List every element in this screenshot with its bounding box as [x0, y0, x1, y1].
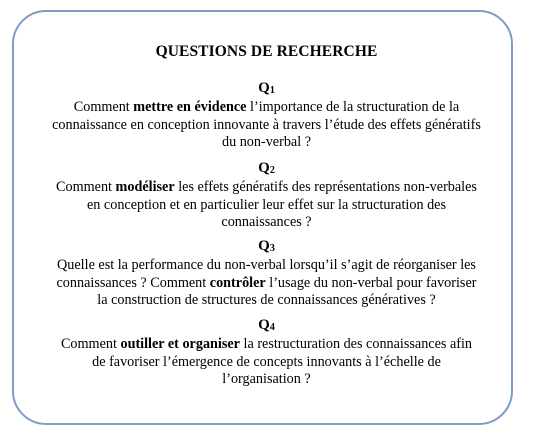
question-1-line-2: [40, 117, 493, 134]
q2-l1-s3: les effets génératifs des représentations non-verbales: [174, 179, 477, 196]
q3-l2-s3: l’usage du non-verbal pour favoriser: [265, 274, 477, 291]
question-1: [40, 80, 493, 152]
q3-l2-s2: contrôler: [209, 274, 266, 291]
question-2-line-3: [40, 214, 493, 231]
question-4-line-2: [40, 354, 493, 371]
q2-l1-s1: Comment: [56, 179, 116, 196]
question-4-heading: [40, 317, 493, 335]
question-1-label: Q: [258, 80, 270, 96]
question-2-label: Q: [258, 160, 270, 176]
question-3-line-3: [40, 292, 493, 309]
q1-l1-s2: mettre en évidence: [133, 99, 247, 116]
q4-l3-s1: l’organisation ?: [222, 371, 311, 388]
q2-l3-s1: connaissances ?: [221, 214, 312, 231]
question-3-number: 3: [269, 243, 275, 254]
q4-l1-s1: Comment: [60, 336, 121, 353]
question-1-heading: [40, 80, 493, 98]
question-2: [40, 160, 493, 232]
question-1-line-3: [40, 134, 493, 151]
q3-l3-s1: la construction de structures de connaissances génératives ?: [97, 292, 436, 309]
question-3-line-1: [40, 257, 493, 274]
question-4-line-1: [40, 336, 493, 353]
question-2-number: 2: [269, 165, 275, 176]
q4-l1-s2: outiller et organiser: [120, 336, 240, 353]
question-4-label: Q: [258, 317, 270, 333]
q3-l2-s1: connaissances ? Comment: [56, 274, 210, 291]
question-2-line-2: [40, 197, 493, 214]
question-1-line-1: [40, 99, 493, 116]
question-2-line-1: [40, 179, 493, 196]
question-4: [40, 317, 493, 389]
q1-l1-s3: l’importance de la structuration de la: [246, 99, 460, 116]
question-2-heading: [40, 160, 493, 178]
question-1-number: 1: [269, 85, 275, 96]
question-3-label: Q: [258, 238, 270, 254]
q1-l1-s1: Comment: [73, 99, 134, 116]
question-4-line-3: [40, 371, 493, 388]
q4-l2-s1: de favoriser l’émergence de concepts innovants à l’échelle de: [92, 353, 441, 370]
question-4-number: 4: [269, 322, 275, 333]
q1-l2-s1: connaissance en conception innovante à travers l’étude des effets génératifs: [52, 116, 481, 133]
question-3-line-2: [40, 275, 493, 292]
q4-l1-s3: la restructuration des connaissances afin: [239, 336, 473, 353]
q2-l2-s1: en conception et en particulier leur effet sur la structuration des: [86, 196, 446, 213]
q2-l1-s2: modéliser: [115, 179, 175, 196]
q1-l3-s1: du non-verbal ?: [221, 134, 312, 151]
q3-l1-s1: Quelle est la performance du non-verbal lorsqu’il s’agit de réorganiser les: [57, 257, 476, 274]
page-title: QUESTIONS DE RECHERCHE: [155, 43, 378, 60]
question-3: [40, 238, 493, 310]
question-3-heading: [40, 238, 493, 256]
